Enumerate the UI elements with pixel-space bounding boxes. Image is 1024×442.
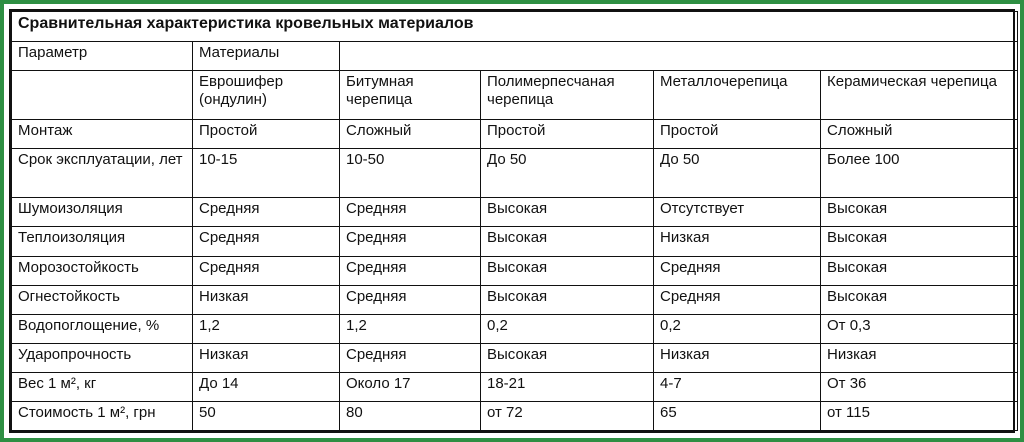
value-cell: Средняя (340, 343, 481, 372)
value-cell: Простой (481, 120, 654, 149)
table-row (12, 227, 1018, 256)
param-cell: Морозостойкость (12, 256, 193, 285)
value-cell: Отсутствует (654, 198, 821, 227)
param-cell: Срок эксплуатации, лет (12, 149, 193, 198)
value-cell: Низкая (654, 227, 821, 256)
value-cell: Сложный (821, 120, 1018, 149)
value-cell: Высокая (481, 198, 654, 227)
header-row (12, 42, 1018, 71)
value-cell: Простой (193, 120, 340, 149)
table-row (12, 256, 1018, 285)
value-cell: 65 (654, 401, 821, 430)
value-cell: 18-21 (481, 372, 654, 401)
value-cell: Средняя (654, 285, 821, 314)
param-cell: Вес 1 м², кг (12, 372, 193, 401)
value-cell: Низкая (193, 343, 340, 372)
value-cell: Средняя (340, 256, 481, 285)
value-cell: Высокая (821, 256, 1018, 285)
value-cell: Средняя (340, 227, 481, 256)
table-row (12, 285, 1018, 314)
value-cell: Высокая (481, 285, 654, 314)
value-cell: 10-15 (193, 149, 340, 198)
value-cell: Средняя (654, 256, 821, 285)
materials-row (12, 71, 1018, 120)
value-cell: Низкая (193, 285, 340, 314)
materials-empty-cell (12, 71, 193, 120)
material-name-cell: Битумная черепица (340, 71, 481, 120)
value-cell: Сложный (340, 120, 481, 149)
value-cell: от 115 (821, 401, 1018, 430)
value-cell: Низкая (821, 343, 1018, 372)
header-empty-cell (340, 42, 1018, 71)
title-row (12, 12, 1018, 42)
material-name-cell: Металлочерепица (654, 71, 821, 120)
table-row (12, 149, 1018, 198)
param-cell: Ударопрочность (12, 343, 193, 372)
value-cell: Простой (654, 120, 821, 149)
material-name-cell: Керамическая черепица (821, 71, 1018, 120)
value-cell: До 14 (193, 372, 340, 401)
param-cell: Монтаж (12, 120, 193, 149)
table-row (12, 343, 1018, 372)
table-row (12, 198, 1018, 227)
value-cell: От 0,3 (821, 314, 1018, 343)
value-cell: 80 (340, 401, 481, 430)
value-cell: Средняя (193, 198, 340, 227)
value-cell: От 36 (821, 372, 1018, 401)
table-container (9, 9, 1015, 433)
value-cell: 0,2 (654, 314, 821, 343)
value-cell: 0,2 (481, 314, 654, 343)
value-cell: Высокая (481, 343, 654, 372)
value-cell: от 72 (481, 401, 654, 430)
value-cell: 50 (193, 401, 340, 430)
value-cell: Низкая (654, 343, 821, 372)
material-name-cell: Полимерпесчаная черепица (481, 71, 654, 120)
table-row (12, 314, 1018, 343)
value-cell: 1,2 (340, 314, 481, 343)
value-cell: Высокая (481, 256, 654, 285)
value-cell: Средняя (193, 256, 340, 285)
value-cell: Высокая (821, 198, 1018, 227)
value-cell: 10-50 (340, 149, 481, 198)
param-cell: Водопоглощение, % (12, 314, 193, 343)
table-row (12, 401, 1018, 430)
value-cell: Около 17 (340, 372, 481, 401)
param-cell: Стоимость 1 м², грн (12, 401, 193, 430)
value-cell: До 50 (481, 149, 654, 198)
header-param-cell: Параметр (12, 42, 193, 71)
param-cell: Теплоизоляция (12, 227, 193, 256)
value-cell: Более 100 (821, 149, 1018, 198)
value-cell: Средняя (193, 227, 340, 256)
value-cell: Средняя (340, 285, 481, 314)
comparison-table (11, 11, 1018, 431)
table-row (12, 372, 1018, 401)
value-cell: Высокая (821, 285, 1018, 314)
param-cell: Огнестойкость (12, 285, 193, 314)
table-title: Сравнительная характеристика кровельных материалов (12, 12, 1018, 42)
param-cell: Шумоизоляция (12, 198, 193, 227)
value-cell: Высокая (481, 227, 654, 256)
value-cell: Средняя (340, 198, 481, 227)
header-materials-cell: Материалы (193, 42, 340, 71)
value-cell: Высокая (821, 227, 1018, 256)
table-row (12, 120, 1018, 149)
value-cell: 4-7 (654, 372, 821, 401)
material-name-cell: Еврошифер (ондулин) (193, 71, 340, 120)
value-cell: 1,2 (193, 314, 340, 343)
value-cell: До 50 (654, 149, 821, 198)
